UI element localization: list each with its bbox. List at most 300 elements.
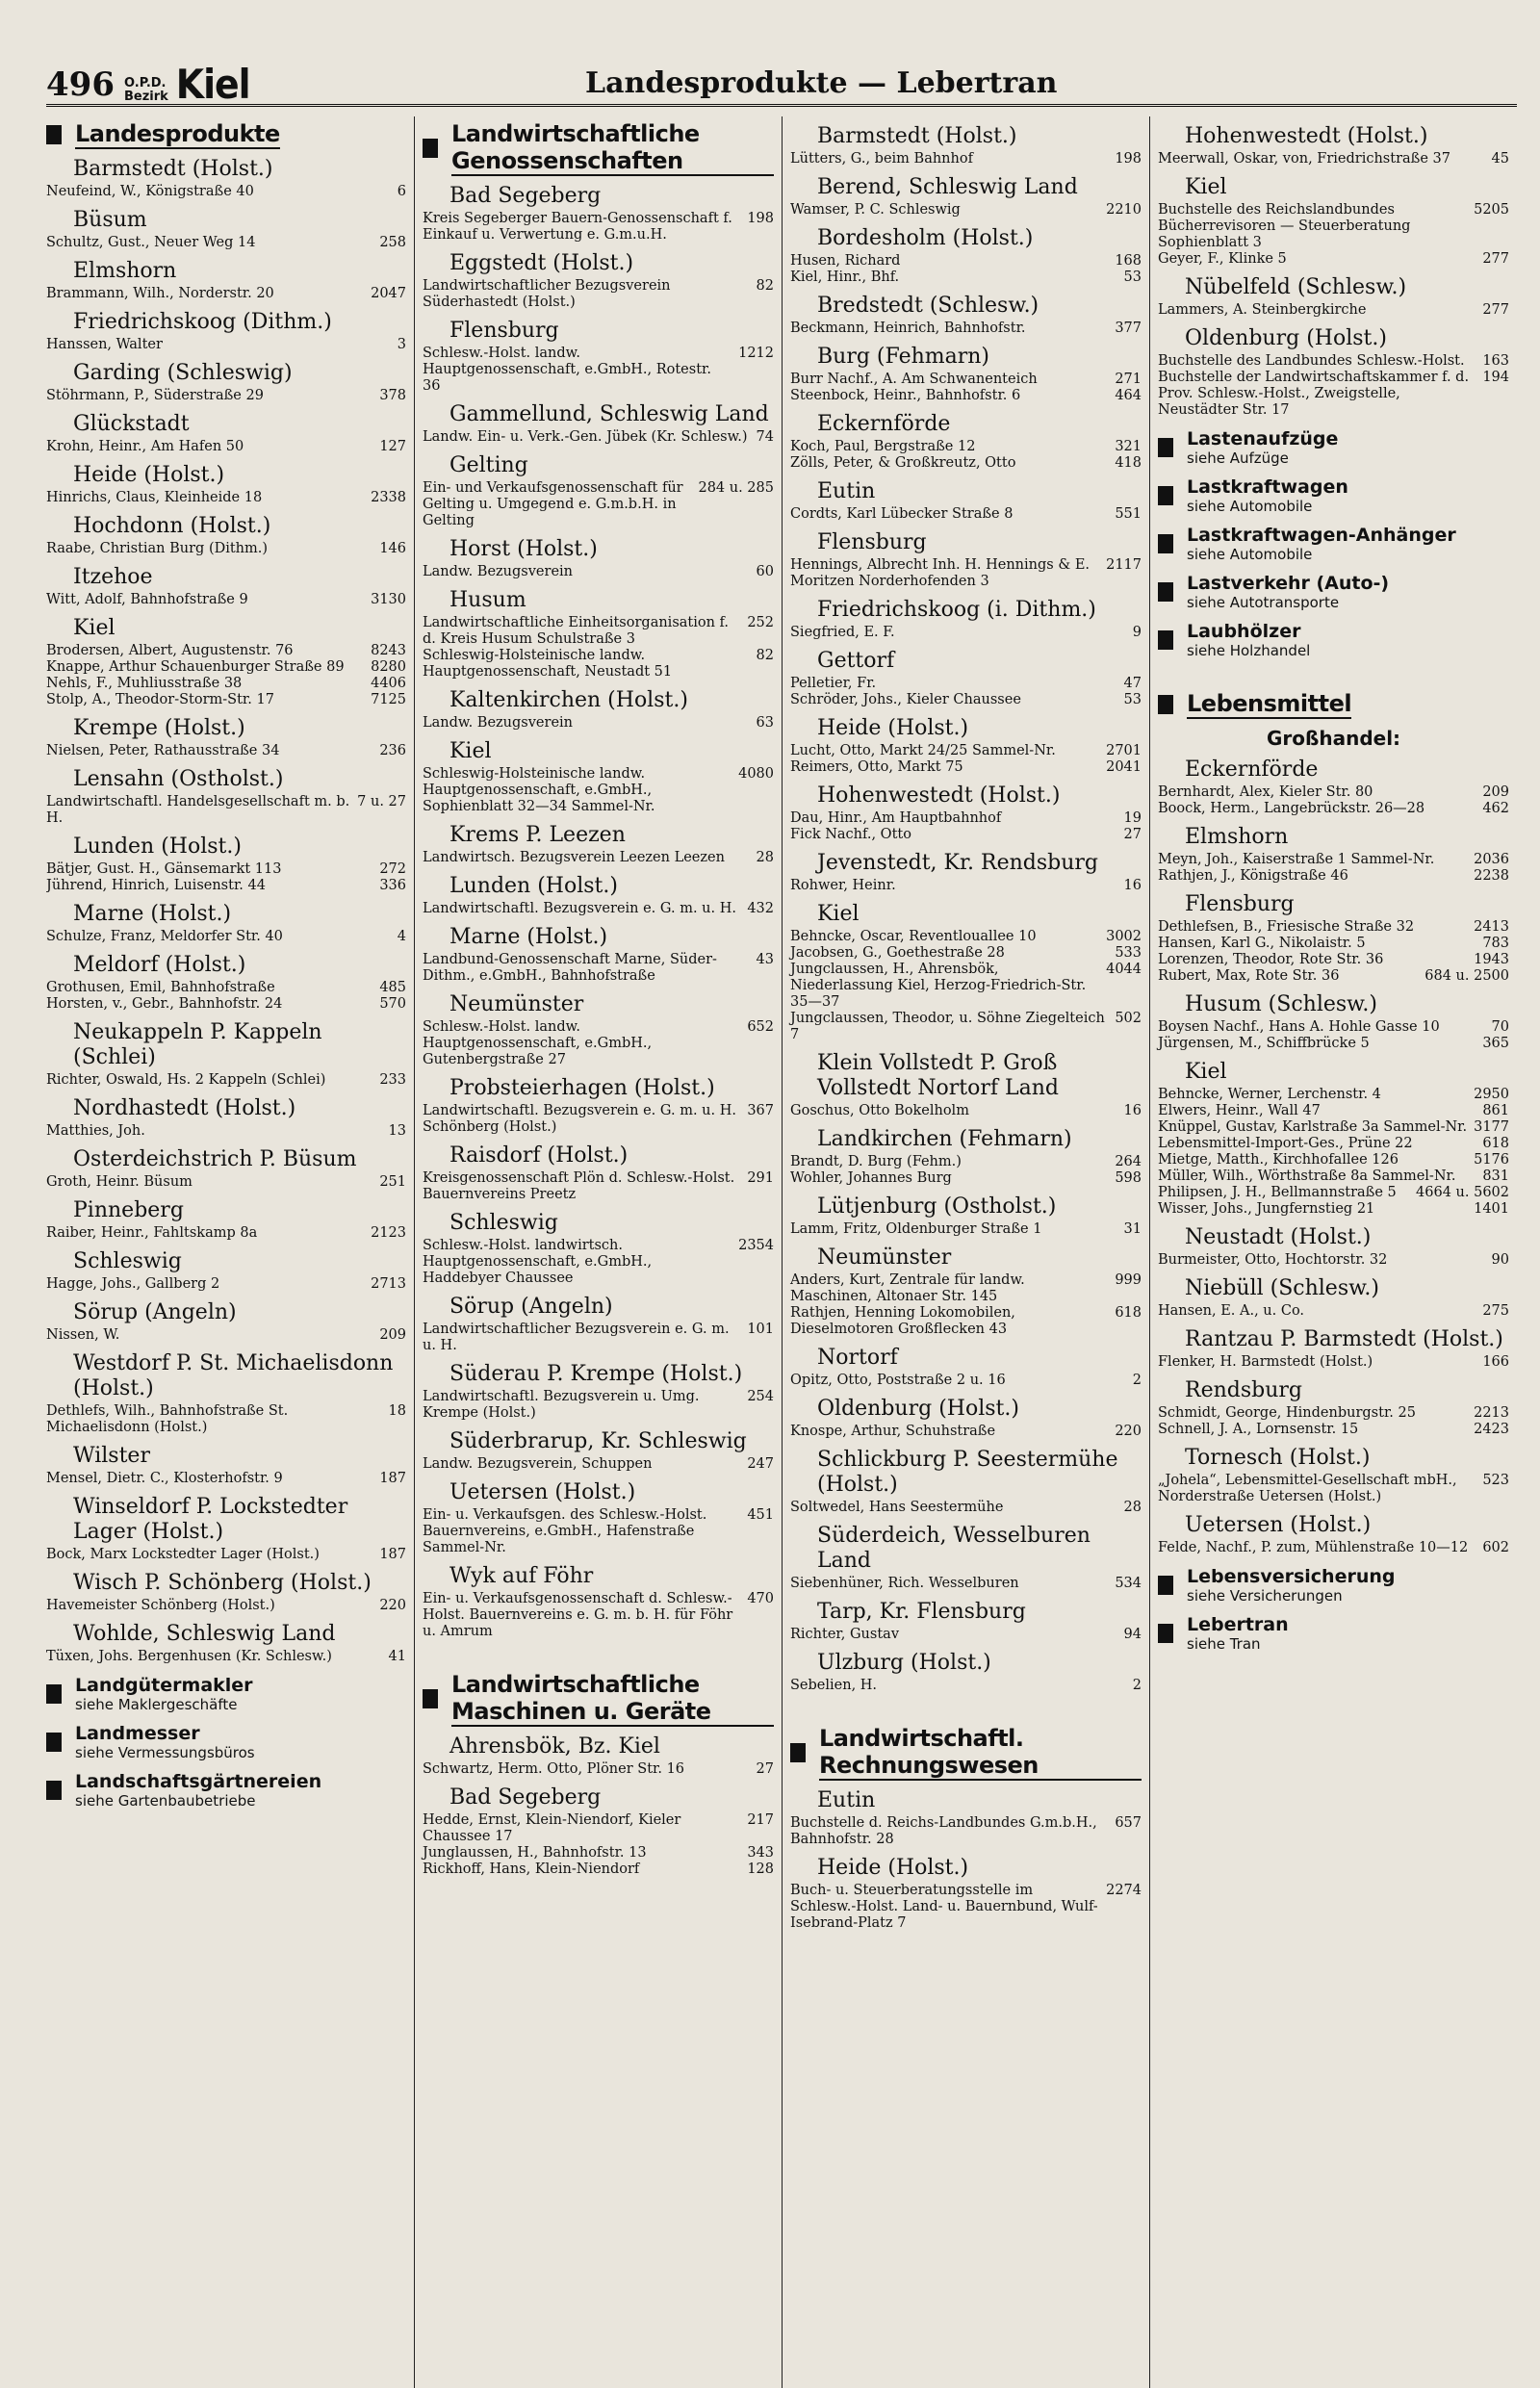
list-item [423,1845,774,1862]
phone-number: 618 [1115,1305,1142,1321]
phone-number: 657 [1115,1815,1142,1831]
reference-title: Lebensversicherung [1187,1566,1396,1587]
list-item [46,1471,406,1487]
reference-title: Lebertran [1187,1614,1289,1635]
entry-name: Witt, Adolf, Bahnhofstraße 9 [46,592,248,607]
place-heading: Itzehoe [73,565,153,589]
list-item [46,878,406,894]
phone-number: 602 [1482,1540,1509,1555]
cross-reference-body [1187,621,1310,659]
place-heading: Wohlde, Schleswig Land [73,1622,336,1646]
list-item [790,321,1142,337]
place-heading: Schleswig [449,1211,558,1235]
phone-number: 3002 [1106,929,1142,944]
section-marker-icon [790,1743,806,1762]
cross-reference [1158,428,1509,467]
entry-name: Wamser, P. C. Schleswig [790,202,961,218]
place-heading: Eutin [817,1788,876,1812]
list-item [1158,936,1509,952]
cross-reference-body [1187,525,1456,563]
list-item [790,455,1142,472]
section-title: Landesprodukte [75,120,280,147]
list-item [1158,251,1509,268]
phone-number: 166 [1482,1354,1509,1370]
entry-name: Ein- u. Verkaufsgen. des Schlesw.-Holst. Bauernvereins, e.GmbH., Hafenstraße Sammel-Nr. [423,1507,707,1555]
page-number: 496 [46,65,115,104]
place-heading: Meldorf (Holst.) [73,953,246,977]
place-heading: Tarp, Kr. Flensburg [817,1600,1026,1624]
phone-number: 275 [1482,1303,1509,1319]
entry-name: Felde, Nachf., P. zum, Mühlenstraße 10—12 [1158,1540,1469,1555]
section-heading [790,1725,1142,1781]
list-item [46,235,406,251]
entry-name: Junglaussen, H., Bahnhofstr. 13 [423,1845,647,1861]
list-item [423,1389,774,1422]
entry-name: Jungclaussen, Theodor, u. Söhne Ziegelteich 7 [790,1011,1105,1042]
section-marker-icon [46,1733,62,1752]
entry-name: Landwirtschaftlicher Bezugsverein Süderhastedt (Holst.) [423,278,671,310]
place-heading: Friedrichskoog (i. Dithm.) [817,598,1096,622]
entry-name: Zölls, Peter, & Großkreutz, Otto [790,455,1016,471]
reference-title: Lastenaufzüge [1187,428,1339,449]
entry-name: Jungclaussen, H., Ahrensbök, Niederlassung Kiel, Herzog-Friedrich-Str. 35—37 [790,962,1087,1010]
section-heading [1158,690,1509,719]
list-item [46,439,406,455]
phone-number: 187 [379,1547,406,1562]
phone-number: 2047 [371,286,406,301]
list-item [423,1019,774,1068]
phone-number: 1401 [1474,1201,1509,1217]
entry-name: Fick Nachf., Otto [790,827,911,842]
phone-number: 252 [747,615,774,630]
place-heading: Krempe (Holst.) [73,716,245,740]
cross-reference [1158,1614,1509,1653]
phone-number: 272 [379,861,406,877]
place-heading: Husum (Schlesw.) [1185,992,1377,1016]
entry-name: Kiel, Hinr., Bhf. [790,270,900,285]
entry-name: Grothusen, Emil, Bahnhofstraße [46,980,275,995]
phone-number: 652 [747,1019,774,1035]
place-heading: Kiel [1185,1060,1227,1084]
entry-name: Schleswig-Holsteinische landw. Hauptgenossenschaft, Neustadt 51 [423,648,673,680]
place-heading: Neustadt (Holst.) [1185,1225,1372,1249]
entry-name: Ein- u. Verkaufsgenossenschaft d. Schlesw.-Holst. Bauernvereins e. G. m. b. H. für Föhr u. Amrum [423,1591,733,1639]
list-item [46,1174,406,1191]
reference-target: siehe Tran [1187,1635,1261,1653]
phone-number: 60 [756,564,774,579]
section-marker-icon [1158,438,1173,457]
phone-number: 534 [1115,1576,1142,1591]
section-marker-icon [1158,582,1173,602]
entry-name: Schwartz, Herm. Otto, Plöner Str. 16 [423,1761,685,1777]
phone-number: 31 [1123,1221,1142,1237]
phone-number: 470 [747,1591,774,1606]
cross-reference-body [1187,573,1389,611]
phone-number: 271 [1115,372,1142,387]
list-item [423,278,774,311]
bezirk-label: Bezirk [123,90,168,104]
place-heading: Probsteierhagen (Holst.) [449,1076,715,1100]
place-heading: Marne (Holst.) [449,925,608,949]
entry-name: Havemeister Schönberg (Holst.) [46,1598,275,1613]
list-item [46,490,406,506]
reference-target: siehe Autotransporte [1187,594,1340,611]
list-item [46,286,406,302]
list-item [790,439,1142,455]
place-heading: Landkirchen (Fehmarn) [817,1127,1072,1151]
place-heading: Garding (Schleswig) [73,361,293,385]
phone-number: 1212 [738,346,774,361]
phone-number: 2 [1132,1678,1142,1693]
list-item [46,184,406,200]
place-heading: Elmshorn [73,259,177,283]
place-heading: Tornesch (Holst.) [1185,1446,1371,1470]
place-heading: Flensburg [449,319,559,343]
phone-number: 236 [379,743,406,758]
place-heading: Rantzau P. Barmstedt (Holst.) [1185,1327,1503,1351]
phone-number: 82 [756,278,774,294]
entry-name: Lebensmittel-Import-Ges., Prüne 22 [1158,1136,1413,1151]
list-item [790,1373,1142,1389]
entry-name: Neufeind, W., Königstraße 40 [46,184,254,199]
entry-name: Krohn, Heinr., Am Hafen 50 [46,439,244,454]
place-heading: Jevenstedt, Kr. Rendsburg [817,851,1099,875]
phone-number: 336 [379,878,406,893]
place-heading: Flensburg [817,530,927,554]
entry-name: Wisser, Johs., Jungfernstieg 21 [1158,1201,1375,1217]
list-item [790,1424,1142,1440]
phone-number: 217 [747,1812,774,1828]
list-item [46,1598,406,1614]
reference-target: siehe Automobile [1187,498,1313,515]
phone-number: 485 [379,980,406,995]
list-item [46,794,406,827]
list-item [1158,1354,1509,1371]
list-item [423,1322,774,1354]
spacer [1158,659,1509,686]
entry-name: Buchstelle der Landwirtschaftskammer f. d. Prov. Schlesw.-Holst., Zweigstelle, Neustädter Str. 17 [1158,370,1470,418]
phone-number: 19 [1123,810,1142,826]
phone-number: 2210 [1106,202,1142,218]
phone-number: 3177 [1474,1119,1509,1135]
list-item [790,557,1142,590]
place-heading: Oldenburg (Holst.) [817,1397,1019,1421]
entry-name: Schleswig-Holsteinische landw. Hauptgenossenschaft, e.GmbH., Sophienblatt 32—34 Sammel-Nr. [423,766,655,814]
phone-number: 1943 [1474,952,1509,967]
page-header [46,50,1517,107]
list-item [790,1678,1142,1694]
cross-reference [46,1723,406,1761]
phone-number: 551 [1115,506,1142,522]
place-heading: Heide (Holst.) [73,463,225,487]
entry-name: Buchstelle des Landbundes Schlesw.-Holst. [1158,353,1465,369]
phone-number: 53 [1123,270,1142,285]
entry-name: Beckmann, Heinrich, Bahnhofstr. [790,321,1026,336]
phone-number: 209 [1482,784,1509,800]
entry-name: Bock, Marx Lockstedter Lager (Holst.) [46,1547,320,1562]
phone-number: 13 [388,1123,406,1139]
place-heading: Gammellund, Schleswig Land [449,402,769,426]
phone-number: 418 [1115,455,1142,471]
district-city: Kiel [175,61,250,108]
phone-number: 2950 [1474,1087,1509,1102]
place-heading: Eggstedt (Holst.) [449,251,634,275]
place-heading: Raisdorf (Holst.) [449,1143,629,1168]
entry-name: Landwirtschaftl. Bezugsverein u. Umg. Krempe (Holst.) [423,1389,700,1421]
entry-name: Hinrichs, Claus, Kleinheide 18 [46,490,263,505]
place-heading: Rendsburg [1185,1378,1302,1402]
entry-name: Knüppel, Gustav, Karlstraße 3a Sammel-Nr. [1158,1119,1468,1135]
entry-name: Landw. Bezugsverein [423,715,574,731]
cross-reference [1158,525,1509,563]
entry-name: Hedde, Ernst, Klein-Niendorf, Kieler Chaussee 17 [423,1812,681,1844]
place-heading: Bad Segeberg [449,1785,602,1810]
list-item [1158,1201,1509,1218]
list-item [790,945,1142,962]
cross-reference [46,1771,406,1810]
section-marker-icon [423,139,438,158]
list-item [423,429,774,446]
entry-name: Koch, Paul, Bergstraße 12 [790,439,976,454]
section-marker-icon [1158,630,1173,650]
entry-name: Raabe, Christian Burg (Dithm.) [46,541,269,556]
phone-number: 43 [756,952,774,967]
phone-number: 45 [1491,151,1509,167]
list-item [790,692,1142,708]
place-heading: Osterdeichstrich P. Büsum [73,1147,357,1171]
phone-number: 598 [1115,1170,1142,1186]
entry-name: Rickhoff, Hans, Klein-Niendorf [423,1862,640,1877]
place-heading: Nordhastedt (Holst.) [73,1096,296,1120]
entry-name: Elwers, Heinr., Wall 47 [1158,1103,1321,1118]
place-heading: Wyk auf Föhr [449,1564,594,1588]
place-heading: Heide (Holst.) [817,1856,969,1880]
entry-name: Geyer, F., Klinke 5 [1158,251,1287,267]
phone-number: 101 [747,1322,774,1337]
entry-name: Hagge, Johs., Gallberg 2 [46,1276,220,1292]
entry-name: Jacobsen, G., Goethestraße 28 [790,945,1005,961]
entry-name: Anders, Kurt, Zentrale für landw. Maschinen, Altonaer Str. 145 [790,1272,1025,1304]
entry-name: Knappe, Arthur Schauenburger Straße 89 [46,659,345,675]
phone-number: 82 [756,648,774,663]
list-item [423,901,774,917]
place-heading: Lunden (Holst.) [449,874,618,898]
reference-title: Laubhölzer [1187,621,1301,642]
reference-target: siehe Holzhandel [1187,642,1311,659]
list-item [46,1123,406,1140]
place-heading: Barmstedt (Holst.) [817,124,1017,148]
phone-number: 220 [1115,1424,1142,1439]
place-heading: Gettorf [817,649,895,673]
entry-name: Siegfried, E. F. [790,625,895,640]
phone-number: 47 [1123,676,1142,691]
list-item [423,1456,774,1473]
list-item [790,878,1142,894]
phone-number: 4406 [371,676,406,691]
phone-number: 2041 [1106,759,1142,775]
column-1 [46,116,414,2388]
entry-name: „Johela“, Lebensmittel-Gesellschaft mbH., Norderstraße Uetersen (Holst.) [1158,1473,1457,1504]
place-heading: Eckernförde [817,412,951,436]
place-heading: Lütjenburg (Ostholst.) [817,1194,1057,1219]
subsection-heading: Großhandel: [1266,727,1401,750]
place-heading: Bredstedt (Schlesw.) [817,294,1040,318]
entry-name: Mensel, Dietr. C., Klosterhofstr. 9 [46,1471,283,1486]
list-item [423,1862,774,1878]
place-heading: Bad Segeberg [449,184,602,208]
phone-number: 254 [747,1389,774,1404]
section-marker-icon [46,125,62,144]
phone-number: 16 [1123,1103,1142,1118]
phone-number: 2354 [738,1238,774,1253]
phone-number: 464 [1115,388,1142,403]
list-item [1158,868,1509,885]
phone-number: 5205 [1474,202,1509,218]
place-heading: Kiel [817,902,860,926]
list-item [790,1011,1142,1043]
phone-number: 2117 [1106,557,1142,573]
place-heading: Nortorf [817,1346,898,1370]
entry-name: Landw. Ein- u. Verk.-Gen. Jübek (Kr. Schlesw.) [423,429,748,445]
list-item [790,270,1142,286]
phone-number: 343 [747,1845,774,1861]
entry-name: Nissen, W. [46,1327,120,1343]
place-heading: Bordesholm (Holst.) [817,226,1034,250]
reference-target: siehe Gartenbaubetriebe [75,1792,256,1810]
phone-number: 2238 [1474,868,1509,884]
entry-name: Steenbock, Heinr., Bahnhofstr. 6 [790,388,1021,403]
phone-number: 365 [1482,1036,1509,1051]
list-item [790,1305,1142,1338]
entry-name: Boysen Nachf., Hans A. Hohle Gasse 10 [1158,1019,1440,1035]
list-item [423,1591,774,1640]
entry-name: Schultz, Gust., Neuer Weg 14 [46,235,256,250]
list-item [46,1327,406,1344]
place-heading: Kaltenkirchen (Holst.) [449,688,688,712]
district-label [124,77,168,104]
entry-name: Schnell, J. A., Lornsenstr. 15 [1158,1422,1359,1437]
section-marker-icon [1158,486,1173,505]
place-heading: Klein Vollstedt P. Groß Vollstedt Nortorf Land [817,1051,1059,1100]
phone-number: 533 [1115,945,1142,961]
entry-name: Hansen, E. A., u. Co. [1158,1303,1305,1319]
cross-reference-body [1187,1566,1395,1605]
place-heading: Süderbrarup, Kr. Schleswig [449,1429,747,1453]
entry-name: Richter, Oswald, Hs. 2 Kappeln (Schlei) [46,1072,326,1088]
entry-name: Matthies, Joh. [46,1123,145,1139]
list-item [1158,801,1509,817]
place-heading: Wilster [73,1444,150,1468]
section-heading [423,120,774,176]
place-heading: Sörup (Angeln) [73,1300,237,1324]
entry-name: Sebelien, H. [790,1678,878,1693]
phone-number: 27 [756,1761,774,1777]
place-heading: Süderau P. Krempe (Holst.) [449,1362,743,1386]
opd-label: O.P.D. [123,76,167,90]
phone-number: 783 [1482,936,1509,951]
place-heading: Marne (Holst.) [73,902,232,926]
phone-number: 3 [397,337,406,352]
phone-number: 861 [1482,1103,1509,1118]
list-item [46,643,406,659]
entry-name: Knospe, Arthur, Schuhstraße [790,1424,996,1439]
phone-number: 94 [1123,1627,1142,1642]
entry-name: Dethlefsen, B., Friesische Straße 32 [1158,919,1415,935]
entry-name: Cordts, Karl Lübecker Straße 8 [790,506,1014,522]
place-heading: Heide (Holst.) [817,716,969,740]
entry-name: Lammers, A. Steinbergkirche [1158,302,1367,318]
place-heading: Burg (Fehmarn) [817,345,990,369]
phone-number: 18 [388,1403,406,1419]
list-item [1158,1473,1509,1505]
phone-number: 6 [397,184,406,199]
section-title: Landwirtschaftliche Genossenschaften [451,120,774,176]
place-heading: Krems P. Leezen [449,823,626,847]
list-item [790,743,1142,759]
phone-number: 2701 [1106,743,1142,758]
place-heading: Flensburg [1185,892,1295,916]
reference-target: siehe Vermessungsbüros [75,1744,255,1761]
section-title: Lebensmittel [1187,690,1352,717]
entry-name: Ein- und Verkaufsgenossenschaft für Gelting u. Umgegend e. G.m.b.H. in Gelting [423,480,683,528]
place-heading: Nübelfeld (Schlesw.) [1185,275,1407,299]
entry-name: Kreisgenossenschaft Plön d. Schlesw.-Holst. Bauernvereins Preetz [423,1170,735,1202]
reference-target: siehe Versicherungen [1187,1587,1343,1605]
list-item [423,211,774,244]
list-item [1158,1540,1509,1556]
reference-target: siehe Aufzüge [1187,449,1289,467]
list-item [1158,353,1509,370]
list-item [790,676,1142,692]
place-heading: Sörup (Angeln) [449,1295,613,1319]
list-item [423,715,774,732]
place-heading: Lensahn (Ostholst.) [73,767,284,791]
place-heading: Uetersen (Holst.) [449,1480,636,1504]
phone-number: 7 u. 27 [357,794,406,809]
phone-number: 163 [1482,353,1509,369]
entry-name: Groth, Heinr. Büsum [46,1174,192,1190]
entry-name: Brandt, D. Burg (Fehm.) [790,1154,962,1169]
phone-number: 277 [1482,302,1509,318]
cross-reference-body [75,1771,321,1810]
entry-name: Wohler, Johannes Burg [790,1170,952,1186]
phone-number: 999 [1115,1272,1142,1288]
list-item [790,625,1142,641]
list-item [790,1154,1142,1170]
phone-number: 63 [756,715,774,731]
list-item [423,1103,774,1136]
section-heading [46,120,406,149]
place-heading: Wisch P. Schönberg (Holst.) [73,1571,372,1595]
list-item [790,1576,1142,1592]
list-item [790,1627,1142,1643]
list-item [1158,1119,1509,1136]
phone-number: 4080 [738,766,774,782]
place-heading: Pinneberg [73,1198,184,1222]
phone-number: 2036 [1474,852,1509,867]
place-heading: Glückstadt [73,412,190,436]
cross-reference [46,1675,406,1713]
section-marker-icon [1158,534,1173,553]
entry-name: Jürgensen, M., Schiffbrücke 5 [1158,1036,1370,1051]
list-item [46,1547,406,1563]
columns [46,116,1517,2388]
phone-number: 28 [1123,1500,1142,1515]
phone-number: 378 [379,388,406,403]
list-item [423,480,774,529]
list-item [790,202,1142,218]
entry-name: Landwirtschaftl. Handelsgesellschaft m. b. H. [46,794,350,826]
